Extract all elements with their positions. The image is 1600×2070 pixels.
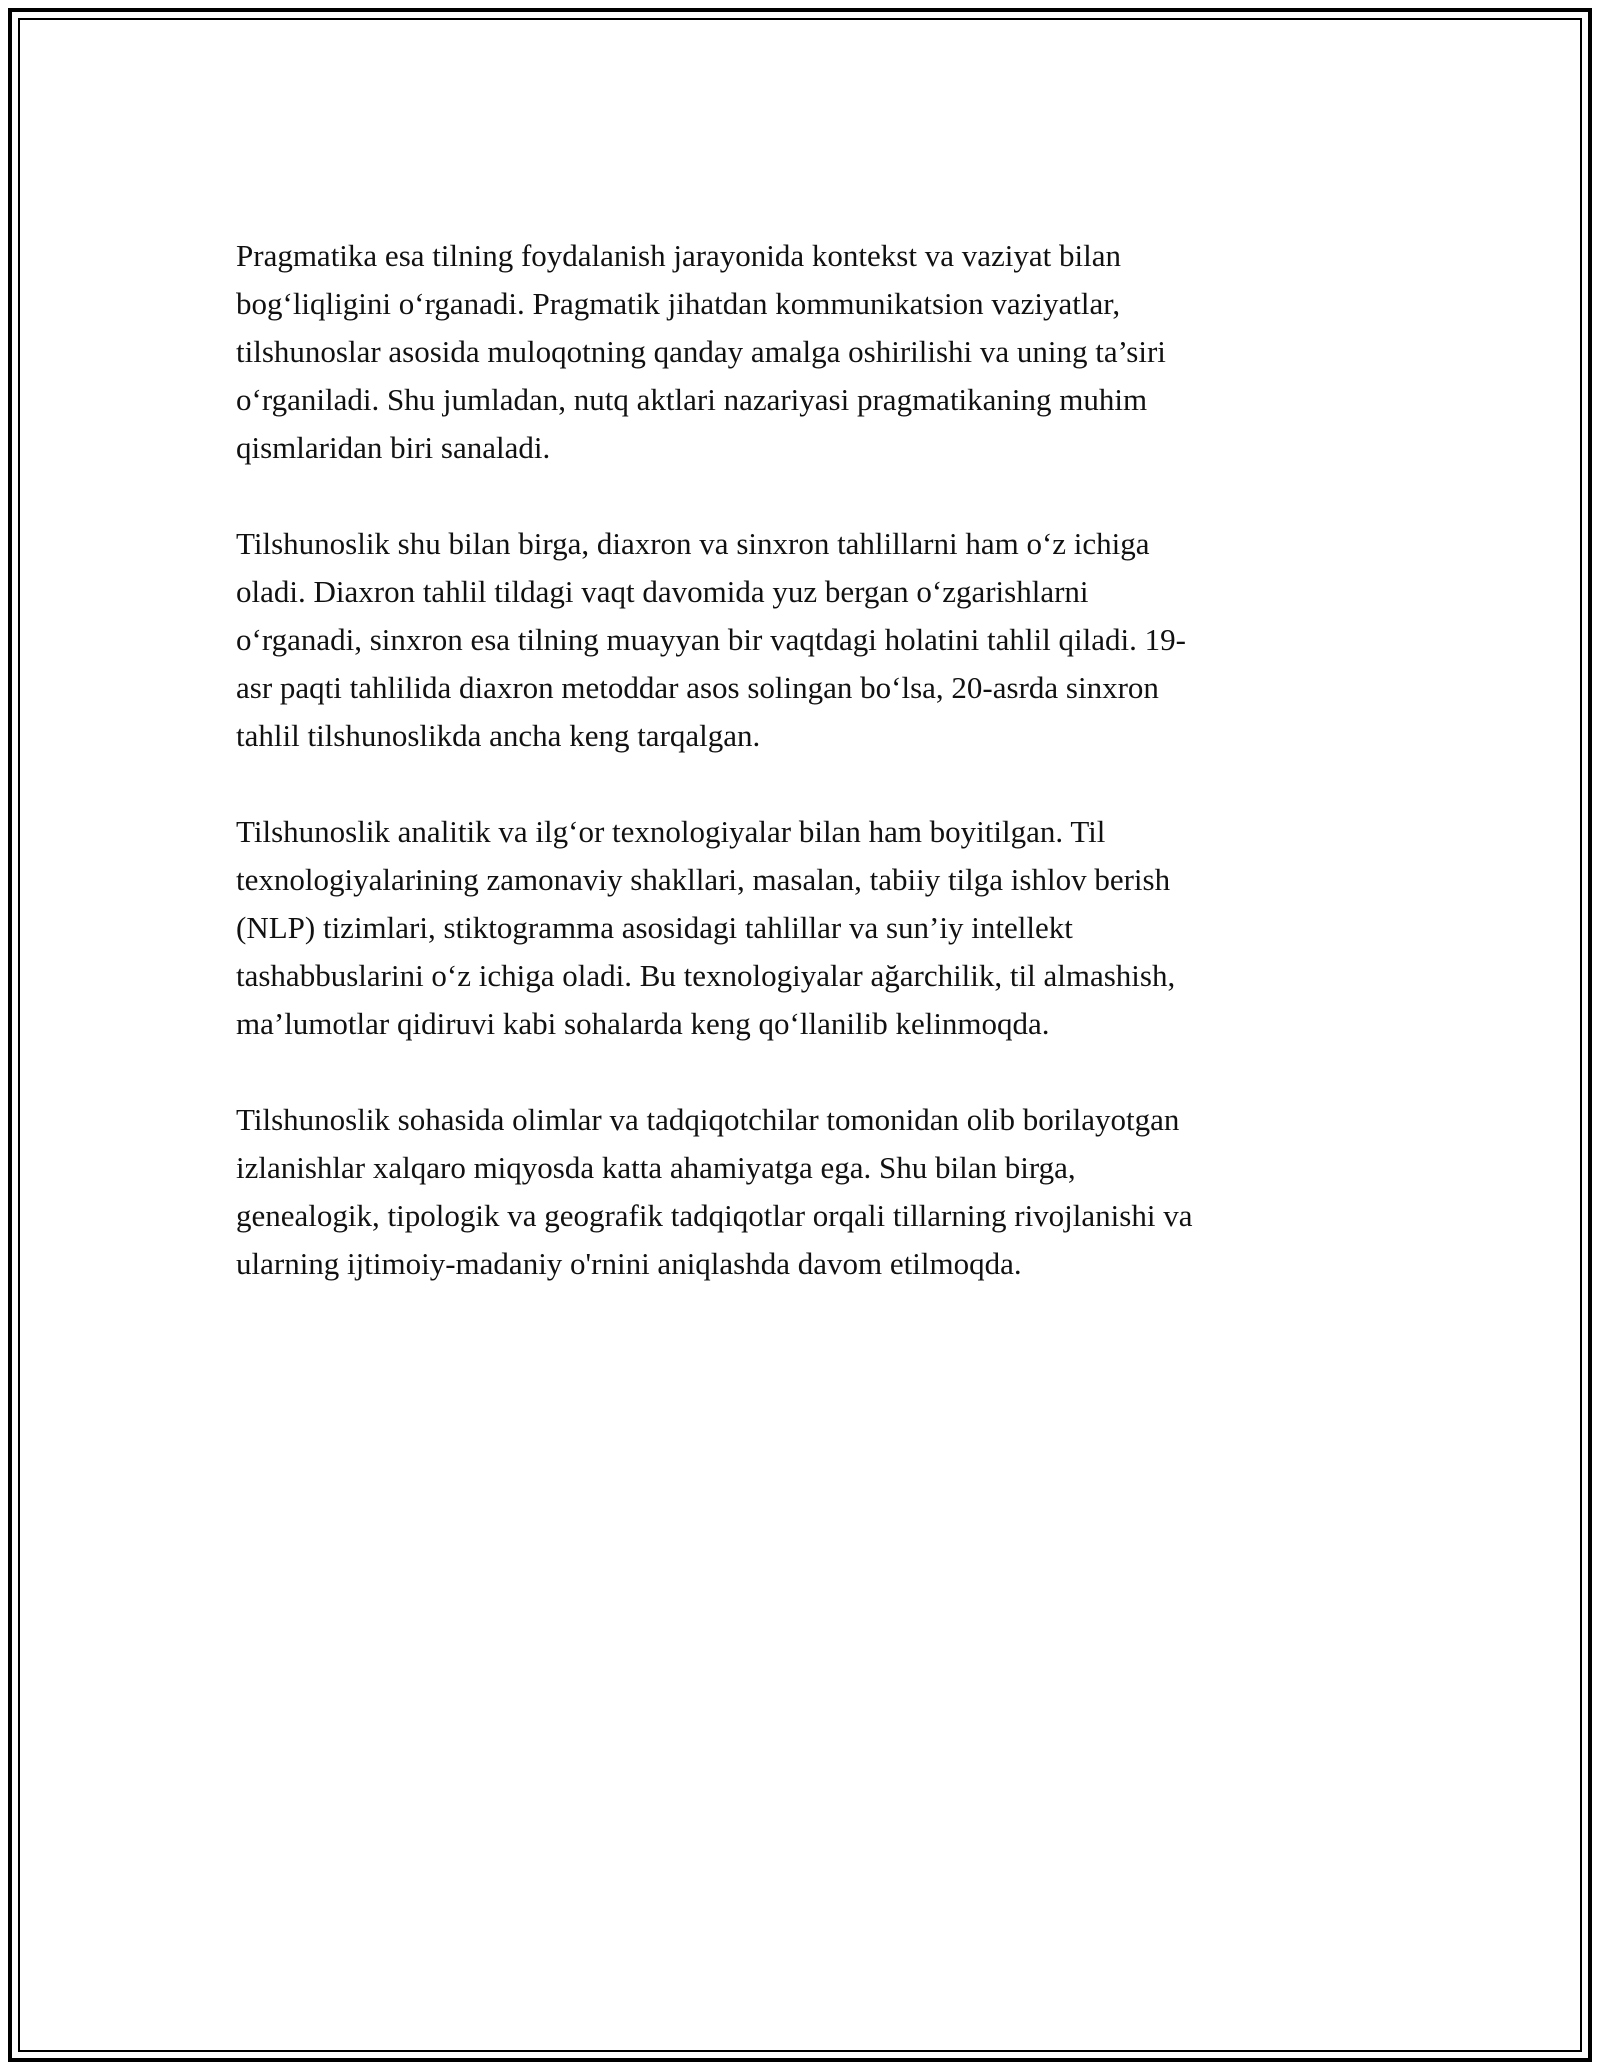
paragraph-pragmatika: Pragmatika esa tilning foydalanish jarayonida kontekst va vaziyat bilan bog‘liqligini o‘rganadi. Pragmatik jihatdan kommunikatsion vaziyatlar, tilshunoslar asosida muloqotning qanday amalga oshirilishi va uning ta’siri o‘rganiladi. Shu jumladan, nutq aktlari nazariyasi pragmatikaning muhim qismlaridan biri sanaladi. — [236, 238, 1166, 465]
paragraph-texnologiyalar: Tilshunoslik analitik va ilg‘or texnologiyalar bilan ham boyitilgan. Til texnologiyalarining zamonaviy shakllari, masalan, tabiiy tilga ishlov berish (NLP) tizimlari, stiktogramma asosidagi tahlillar va sun’iy intellekt tashabbuslarini o‘z ichiga oladi. Bu texnologiyalar ağarchilik, til almashish, ma’lumotlar qidiruvi kabi sohalarda keng qo‘llanilib kelinmoqda. — [236, 814, 1176, 1041]
document-body — [236, 232, 1376, 1288]
paragraph-tadqiqotlar: Tilshunoslik sohasida olimlar va tadqiqotchilar tomonidan olib borilayotgan izlanishlar xalqaro miqyosda katta ahamiyatga ega. Shu bilan birga, genealogik, tipologik va geografik tadqiqotlar orqali tillarning rivojlanishi va ularning ijtimoiy-madaniy o'rnini aniqlashda davom etilmoqda. — [236, 1102, 1193, 1281]
paragraph-diaxron-sinxron: Tilshunoslik shu bilan birga, diaxron va sinxron tahlillarni ham o‘z ichiga oladi. Diaxron tahlil tildagi vaqt davomida yuz bergan o‘zgarishlarni o‘rganadi, sinxron esa tilning muayyan bir vaqtdagi holatini tahlil qiladi. 19- asr paqti tahlilida diaxron metoddar asos solingan bo‘lsa, 20-asrda sinxron tahlil tilshunoslikda ancha keng tarqalgan. — [236, 526, 1186, 753]
